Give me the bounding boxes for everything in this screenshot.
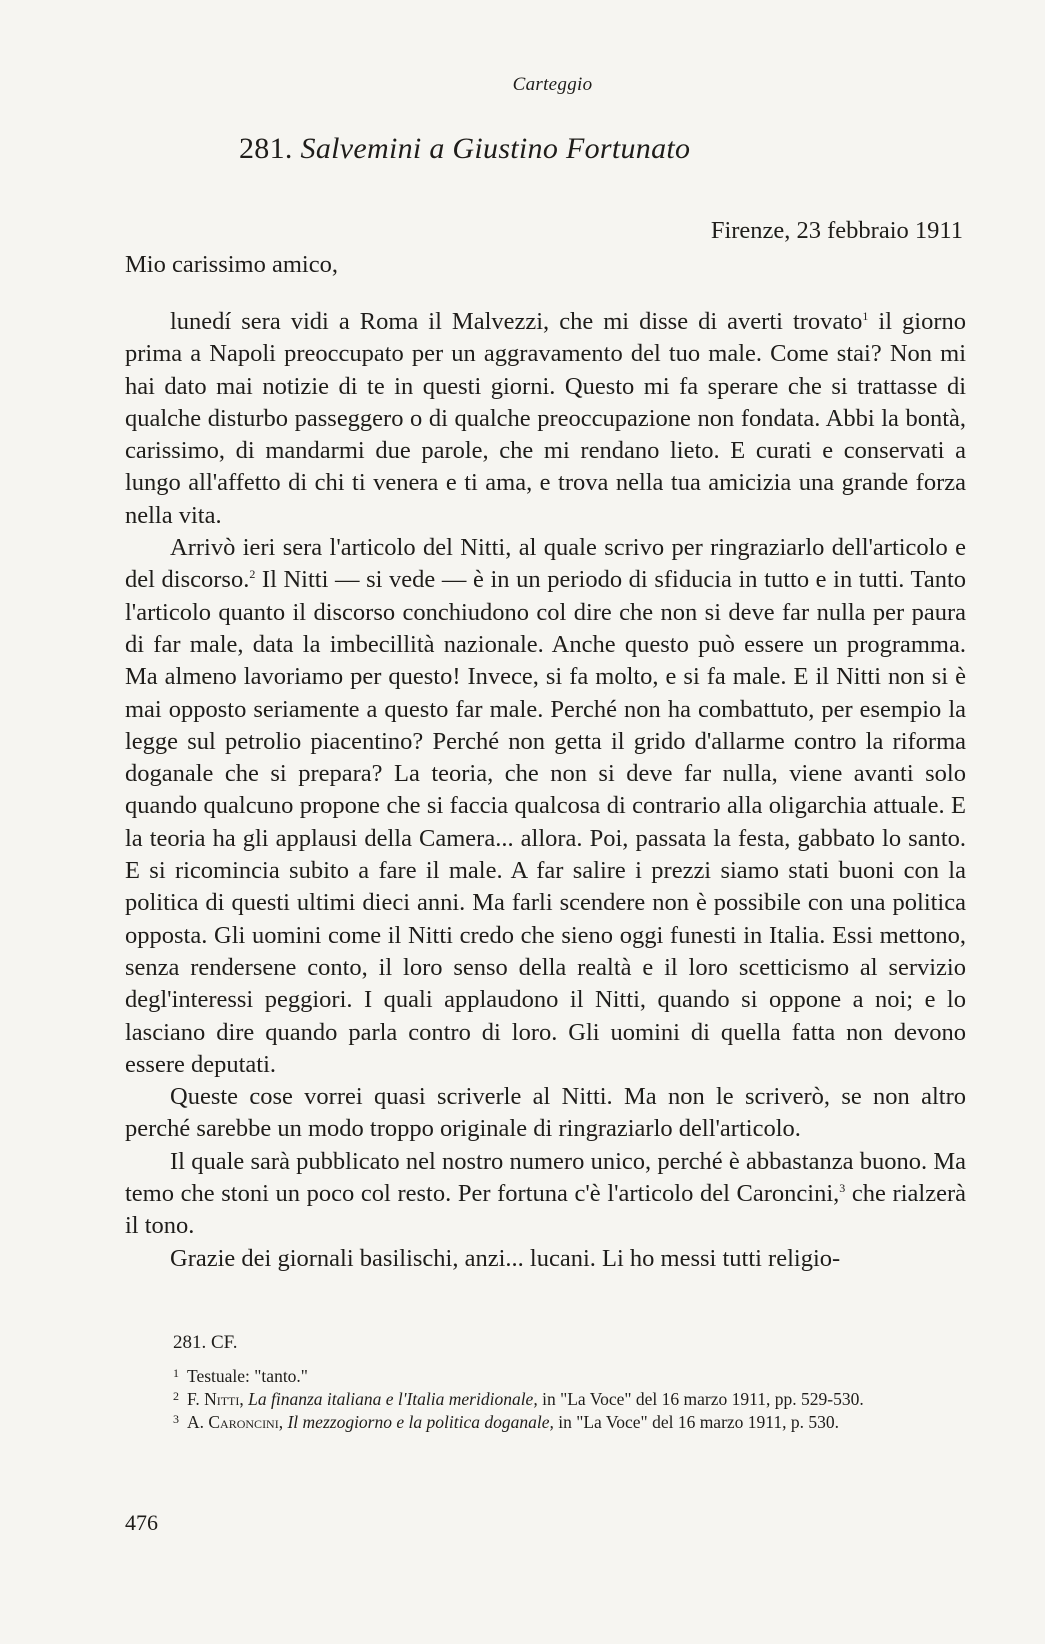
footnotes <box>125 1333 966 1432</box>
running-head: Carteggio <box>512 74 593 95</box>
footnote-3-title: Il mezzogiorno e la politica doganale, <box>287 1412 554 1432</box>
footnote-3 <box>125 1409 966 1432</box>
paragraph-5: Grazie dei giornali basilischi, anzi... lucani. Li ho messi tutti religio- <box>170 1244 841 1272</box>
footnote-3-author: A. Caroncini, <box>187 1412 284 1432</box>
dateline: Firenze, 23 febbraio 1911 <box>710 217 963 244</box>
letter-heading <box>239 132 690 166</box>
paragraph-2-part-a: Arrivò ieri sera l'articolo del Nitti, al quale scrivo per ringraziarlo dell'articolo e del discorso. <box>125 534 966 594</box>
footnote-2 <box>125 1386 966 1409</box>
salutation: Mio carissimo amico, <box>125 251 338 278</box>
footnote-ref-2: 2 <box>249 567 256 582</box>
paragraph-1 <box>125 306 966 532</box>
footnote-1-text: Testuale: "tanto." <box>187 1366 308 1386</box>
footnote-3-rest: in "La Voce" del 16 marzo 1911, p. 530. <box>558 1412 840 1432</box>
paragraph-4-part-b: che rialzerà il tono. <box>125 1180 966 1240</box>
page-number: 476 <box>125 1510 158 1535</box>
footnote-2-mark: 2 <box>173 1389 179 1403</box>
letter-body <box>125 306 966 1275</box>
paragraph-1-part-a: lunedí sera vidi a Roma il Malvezzi, che mi disse di averti trovato <box>170 308 863 335</box>
paragraph-3: Queste cose vorrei quasi scriverle al Nitti. Ma non le scriverò, se non altro perché sarebbe un modo troppo originale di ringraziarlo dell'articolo. <box>125 1083 966 1143</box>
footnote-2-author: F. Nitti, <box>187 1389 244 1409</box>
footnote-3-mark: 3 <box>173 1412 179 1426</box>
footnote-2-title: La finanza italiana e l'Italia meridionale, <box>248 1389 538 1409</box>
paragraph-4-part-a: Il quale sarà pubblicato nel nostro numero unico, perché è abbastanza buono. Ma temo che stoni un poco col resto. Per fortuna c'è l'articolo del Caroncini, <box>125 1147 966 1208</box>
footnote-source-ref: 281. CF. <box>173 1332 238 1353</box>
paragraph-2 <box>125 532 966 1081</box>
footnote-ref-3: 3 <box>839 1181 846 1196</box>
letter-title: Salvemini a Giustino Fortunato <box>300 132 691 165</box>
letter-number: 281. <box>239 132 293 165</box>
footnote-1-mark: 1 <box>173 1366 179 1380</box>
paragraph-2-part-b: Il Nitti — si vede — è in un periodo di sfiducia in tutto e in tutti. Tanto l'articolo quanto il discorso conchiudono col dire che non si deve far nulla per paura di far male, data la imbecillità nazionale. Anche questo può essere un programma. Ma almeno lavoriamo per questo! Invece, si fa molto, e si fa male. E il Nitti non si è mai opposto seriamente a questo far male. Perché non ha combattuto, per esempio la legge sul petrolio piacentino? Perché non getta il grido d'allarme contro la riforma doganale che si prepara? La teoria, che non si deve far nulla, viene avanti solo quando qualcuno propone che si faccia qualcosa di contrario alla oligarchia attuale. E la teoria ha gli applausi della Camera... allora. Poi, passata la festa, gabbato lo santo. E si ricomincia subito a fare il male. A far salire i prezzi siamo stati buoni con la politica di questi ultimi dieci anni. Ma farli scendere non è possibile con una politica opposta. Gli uomini come il Nitti credo che sieno oggi funesti in Italia. Essi mettono, senza rendersene conto, il loro senso della realtà e il loro scetticismo al servizio degl'interessi peggiori. I quali applaudono il Nitti, quando si oppone a noi; e lo lasciano dire quando parla contro di loro. Gli uomini di quella fatta non devono essere deputati. <box>125 566 966 1078</box>
footnote-1 <box>125 1363 966 1386</box>
paragraph-1-part-b: il giorno prima a Napoli preoccupato per un aggravamento del tuo male. Come stai? Non mi hai dato mai notizie di te in questi giorni. Questo mi fa sperare che si trattasse di qualche disturbo passeggero o di qualche preoccupazione non fondata. Abbi la bontà, carissimo, di mandarmi due parole, che mi rendano lieto. E curati e conservati a lungo all'affetto di chi ti venera e ti ama, e trova nella tua amicizia una grande forza nella vita. <box>125 308 966 529</box>
paragraph-4 <box>125 1146 966 1243</box>
footnote-ref-1: 1 <box>862 309 869 323</box>
footnote-2-rest: in "La Voce" del 16 marzo 1911, pp. 529-530. <box>542 1389 864 1409</box>
